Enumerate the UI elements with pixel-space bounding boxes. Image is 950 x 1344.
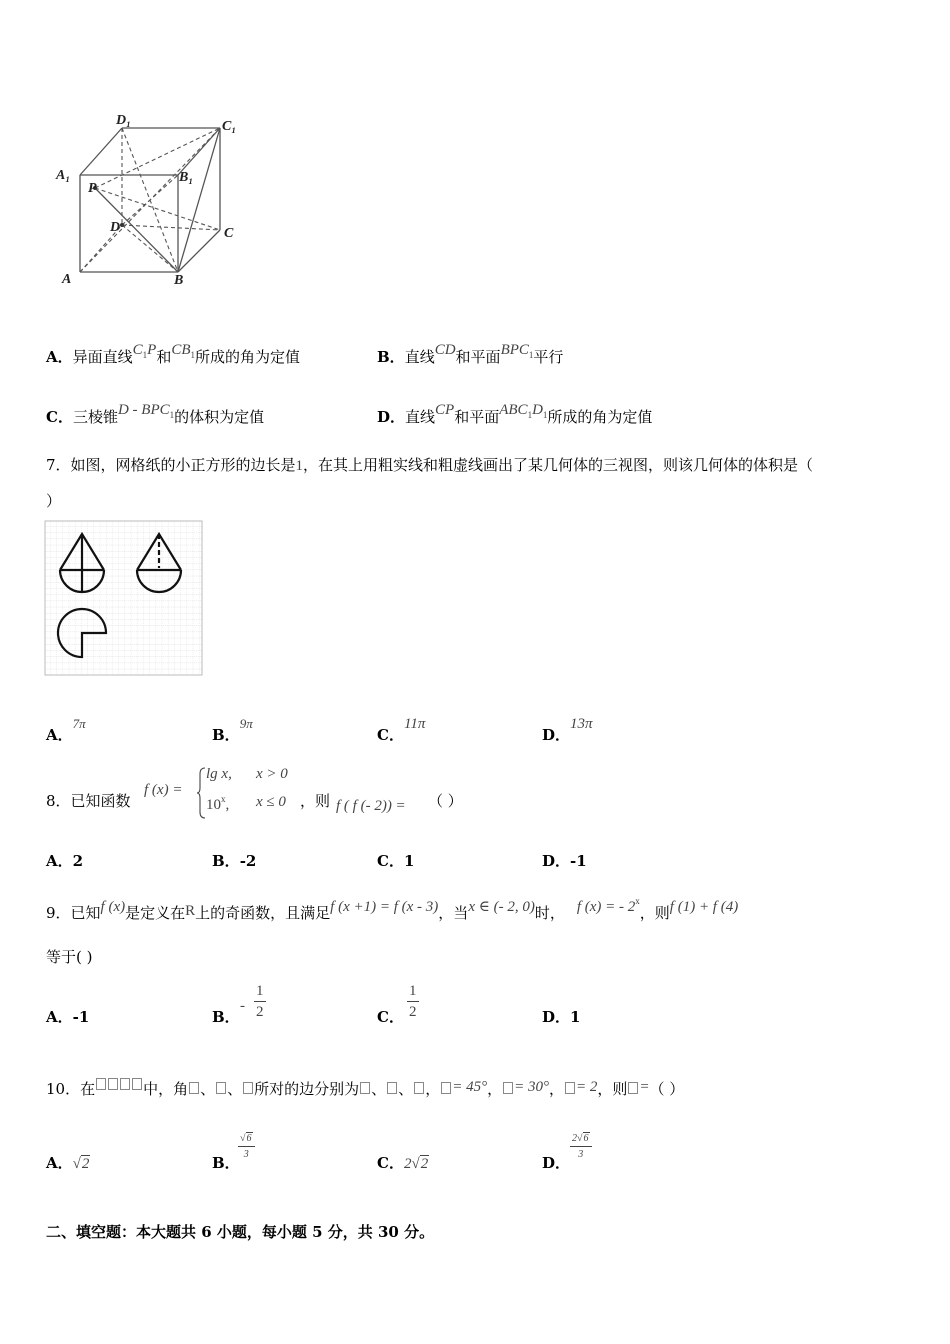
q9-option-a: A．-1	[46, 1008, 90, 1026]
q10-option-a: A．√2	[46, 1154, 90, 1172]
q10-option-d: D． $\frac{2√6}{3}$	[542, 1134, 570, 1155]
q10-question: 10．在 中，角 、 、 所对的边分别为 、 、 ， = 45°， = 30°， = 2，则 =（ ）	[46, 1079, 685, 1098]
edge-b-p	[95, 188, 178, 272]
q9-option-b: B． - $\frac{1}{2}$	[212, 983, 264, 1026]
q8-option-b: B．-2	[212, 852, 257, 870]
label-a1: A₁	[56, 168, 71, 183]
label-d1: D₁	[116, 113, 131, 128]
q9-option-d: D．1	[542, 1008, 581, 1026]
label-c1: C₁	[222, 119, 237, 134]
edge-d-c	[122, 225, 220, 230]
q9-question: 9．已知f (x)是定义在R上的奇函数，且满足f (x +1) = f (x - 3)，当x ∈ (- 2, 0)时， f (x) = - 2$^x$，则f (1) + f (4)	[46, 896, 739, 922]
edge-a1-d1	[80, 128, 122, 175]
q8-option-c: C．1	[377, 852, 415, 870]
label-a: A	[62, 272, 72, 287]
q6-option-c: C．三棱锥D - $BPC_1$的体积为定值	[46, 402, 265, 426]
q9-question-line2: 等于( )	[46, 948, 93, 966]
q10-option-c: C．2√2	[377, 1154, 429, 1172]
label-b1: B₁	[179, 170, 194, 185]
q7-question: 7．如图，网格纸的小正方形的边长是1，在其上用粗实线和粗虚线画出了某几何体的三视图，则该几何体的体积是（	[46, 456, 814, 474]
three-view-figure	[44, 520, 204, 677]
q6-option-b: B．直线CD和平面$BPC_1$平行	[377, 342, 564, 366]
q6-option-a: A．异面直线$C_1P$和$CB_1$所成的角为定值	[46, 342, 301, 366]
q7-option-c: C．11π	[377, 716, 426, 744]
q7-option-a: A．7π	[46, 716, 86, 744]
point-d	[120, 223, 124, 227]
section-2-heading: 二、填空题：本大题共 6 小题，每小题 5 分，共 30 分。	[46, 1223, 435, 1241]
piecewise-brace	[196, 766, 206, 820]
q8-option-a: A．2	[46, 852, 84, 870]
q10-option-b: B． $\frac{√6}{3}$	[212, 1134, 240, 1155]
label-b: B	[174, 273, 184, 288]
q7-question-close: ）	[46, 492, 62, 510]
edge-d-b	[122, 225, 178, 272]
label-p: P	[88, 181, 97, 196]
cube-figure	[50, 110, 250, 295]
q8-option-d: D．-1	[542, 852, 587, 870]
label-d: D	[110, 220, 121, 235]
label-c: C	[224, 226, 234, 241]
q7-option-b: B．9π	[212, 716, 253, 744]
q6-option-d: D．直线CP和平面$ABC_1D_1$所成的角为定值	[377, 402, 653, 426]
q7-option-d: D．13π	[542, 716, 593, 744]
q9-option-c: C． $\frac{1}{2}$	[377, 983, 417, 1026]
